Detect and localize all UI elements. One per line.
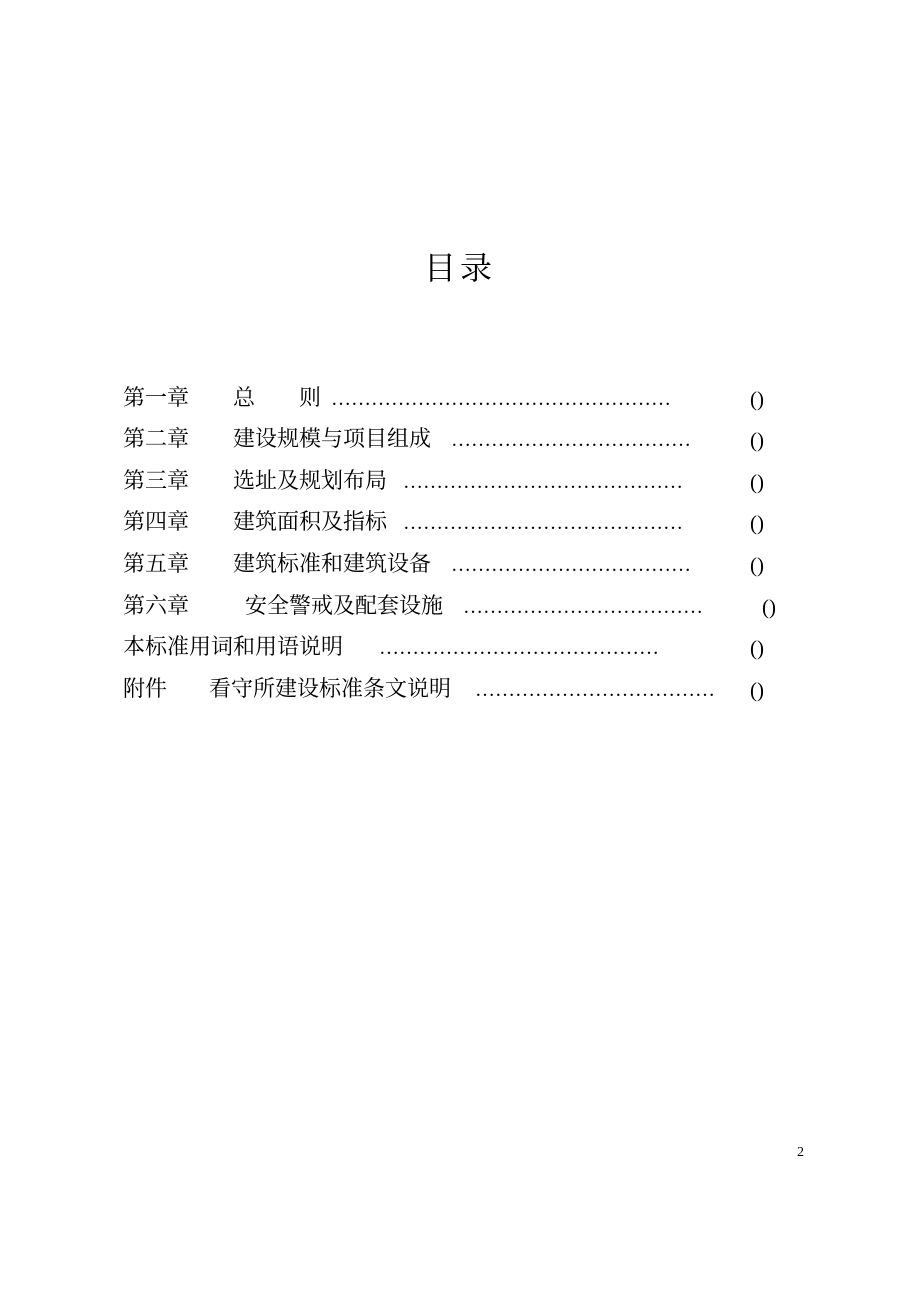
toc-entry-number: 第五章 xyxy=(123,552,190,577)
toc-leader-dots: ……………………………… xyxy=(463,596,703,618)
toc-entry-title: 建筑标准和建筑设备 xyxy=(233,552,432,577)
toc-page-ref: () xyxy=(750,636,764,660)
toc-entry-number: 第三章 xyxy=(123,469,190,494)
toc-page-ref: () xyxy=(762,595,776,619)
toc-entry-number: 第六章 xyxy=(123,594,190,619)
page-title: 目录 xyxy=(423,249,496,287)
toc-page-ref: () xyxy=(750,511,764,535)
toc-entry-title: 安全警戒及配套设施 xyxy=(245,594,444,619)
toc-entry-number: 第二章 xyxy=(123,427,190,452)
toc-entry-title: 看守所建设标准条文说明 xyxy=(209,677,452,702)
toc-leader-dots: …………………………………… xyxy=(403,471,683,493)
toc-entry-title: 建筑面积及指标 xyxy=(233,510,388,535)
toc-leader-dots: ……………………………… xyxy=(451,554,691,576)
toc-page-ref: () xyxy=(750,678,764,702)
toc-entry-title: 选址及规划布局 xyxy=(233,469,388,494)
toc-entry-number: 第一章 xyxy=(123,386,190,411)
toc-entry-number: 附件 xyxy=(123,677,168,702)
toc-leader-dots: …………………………………… xyxy=(403,512,683,534)
toc-leader-dots: …………………………………………… xyxy=(331,388,671,410)
toc-page-ref: () xyxy=(750,387,764,411)
toc-entry-title: 总 则 xyxy=(233,386,322,411)
page-number: 2 xyxy=(797,1145,804,1160)
toc-page-ref: () xyxy=(750,553,764,577)
toc-page-ref: () xyxy=(750,470,764,494)
toc-leader-dots: ……………………………… xyxy=(451,429,691,451)
toc-page-ref: () xyxy=(750,428,764,452)
toc-entry-title: 建设规模与项目组成 xyxy=(233,427,432,452)
toc-leader-dots: …………………………………… xyxy=(379,637,659,659)
toc-entry-title: 本标准用词和用语说明 xyxy=(123,635,344,660)
toc-entry-number: 第四章 xyxy=(123,510,190,535)
toc-leader-dots: ……………………………… xyxy=(475,679,715,701)
